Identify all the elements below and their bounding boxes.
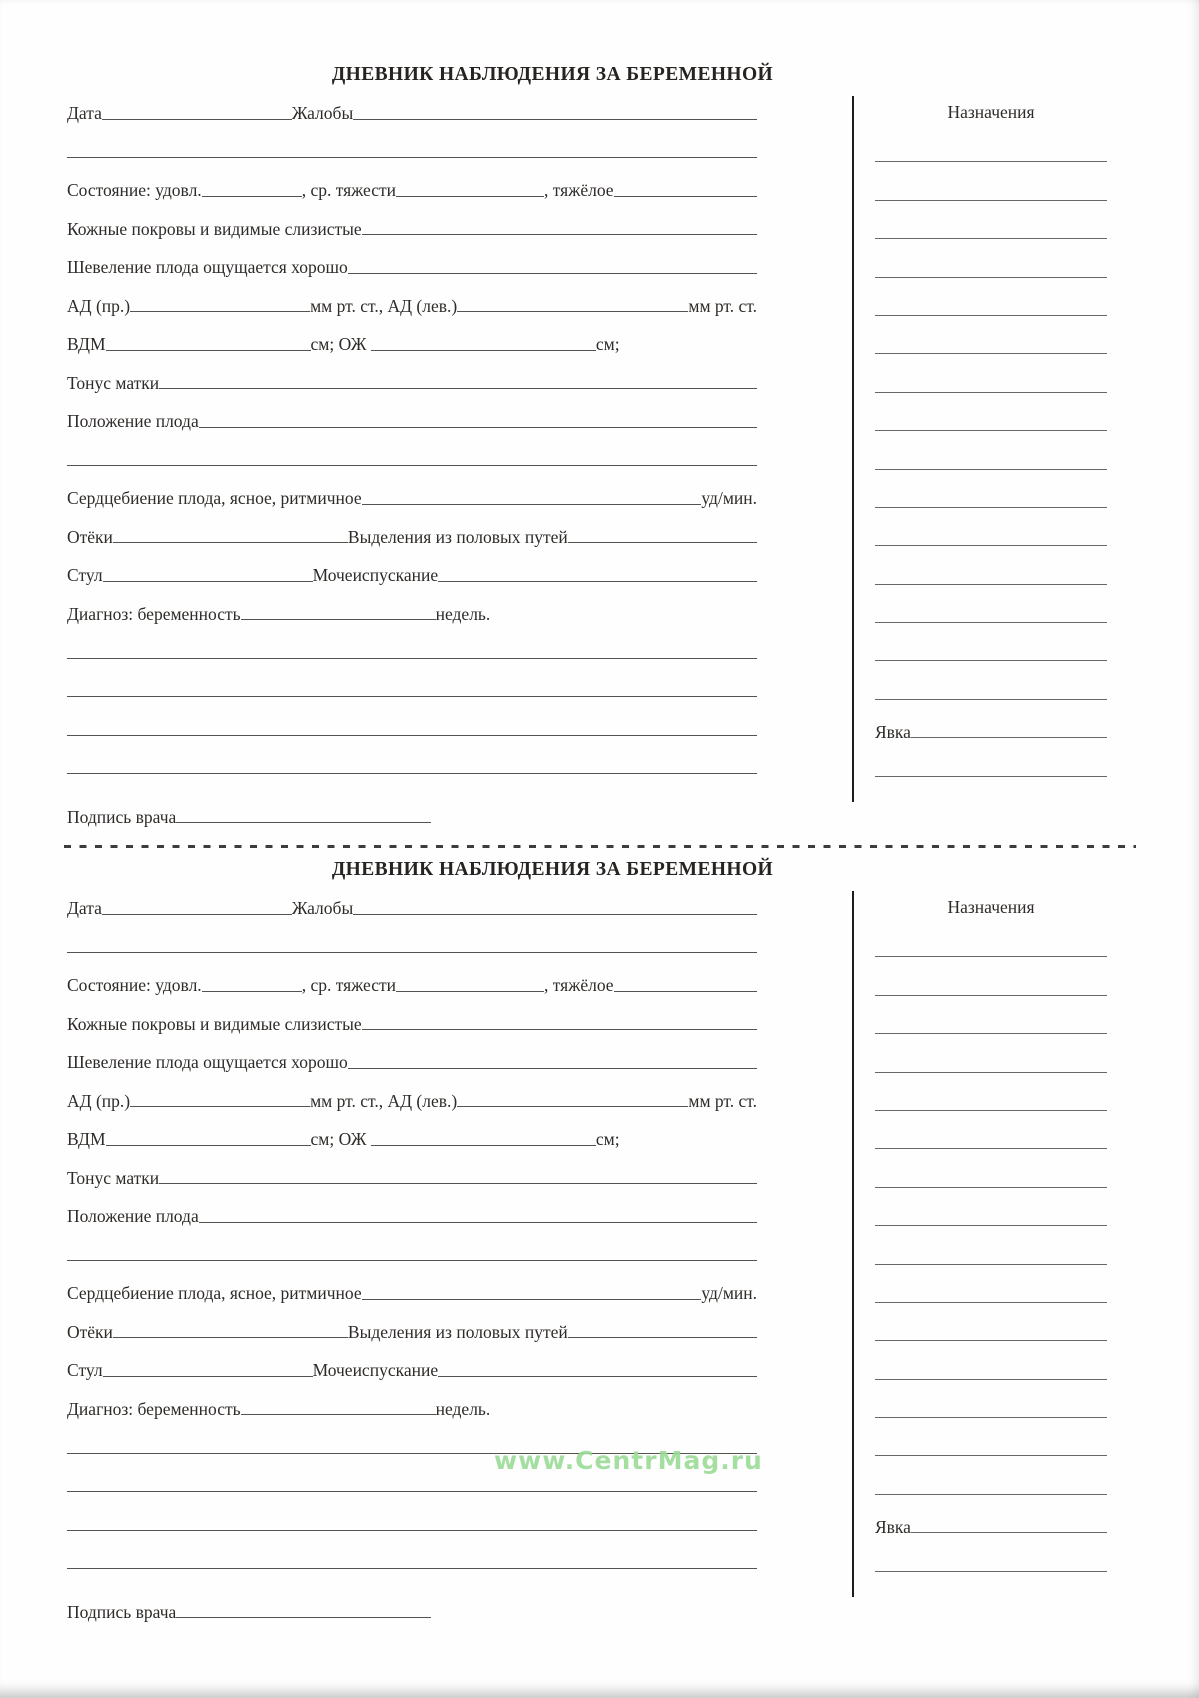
skin-label: Кожные покровы и видимые слизистые: [67, 218, 362, 239]
row-condition: [67, 956, 757, 995]
prescription-line: [875, 1114, 1107, 1152]
prescriptions-header: Назначения: [947, 897, 1035, 917]
vdm-label: ВДМ: [67, 1129, 106, 1150]
bp-left-label: мм рт. ст., АД (лев.): [310, 1090, 458, 1111]
fetal-position-label: Положение плода: [67, 411, 199, 432]
row-blood-pressure: [67, 277, 757, 316]
row-visit: [875, 1498, 1107, 1536]
doctor-signature-blank: [176, 822, 431, 823]
blank-line: [875, 277, 1107, 278]
discharge-blank: [568, 542, 757, 543]
row-blank: [67, 739, 757, 778]
watermark-text: www.CentrMag.ru: [494, 1446, 763, 1475]
condition-satisfactory-blank: [202, 196, 302, 197]
prescription-line: [875, 1152, 1107, 1190]
skin-blank: [362, 234, 757, 235]
blank-line: [875, 1340, 1107, 1341]
complaints-label: Жалобы: [291, 898, 354, 919]
blank-line: [67, 658, 757, 659]
heartbeat-blank: [362, 504, 702, 505]
visit-blank: [911, 1532, 1107, 1533]
blank-line: [875, 1072, 1107, 1073]
row-skin: [67, 200, 757, 239]
prescription-line: [875, 1076, 1107, 1114]
bp-left-label: мм рт. ст., АД (лев.): [310, 295, 458, 316]
blank-line: [875, 1571, 1107, 1572]
diagnosis-label: Диагноз: беременность: [67, 603, 241, 624]
prescriptions-lines: [875, 922, 1107, 1498]
diary-section-bottom: [0, 853, 1199, 1698]
blank-line: [67, 1491, 757, 1492]
stool-label: Стул: [67, 565, 103, 586]
blank-line: [875, 545, 1107, 546]
discharge-label: Выделения из половых путей: [347, 1321, 568, 1342]
vertical-divider: [852, 891, 854, 1597]
bp-right-label: АД (пр.): [67, 1090, 131, 1111]
row-fetal-movement: [67, 238, 757, 277]
blank-line: [875, 584, 1107, 585]
prescription-line: [875, 242, 1107, 280]
row-blank: [67, 1495, 757, 1534]
vdm-units-label: см; ОЖ: [310, 1129, 371, 1150]
row-condition: [67, 161, 757, 200]
prescription-line: [875, 741, 1107, 779]
date-blank: [102, 914, 292, 915]
row-stool-urination: [67, 546, 757, 585]
blank-line: [875, 430, 1107, 431]
discharge-blank: [568, 1337, 757, 1338]
row-blood-pressure: [67, 1072, 757, 1111]
row-blank: [67, 1534, 757, 1573]
diagnosis-label: Диагноз: беременность: [67, 1398, 241, 1419]
prescription-line: [875, 1268, 1107, 1306]
urination-label: Мочеиспускание: [312, 1360, 439, 1381]
prescriptions-panel: [875, 897, 1107, 1575]
blank-line: [875, 1225, 1107, 1226]
bp-left-blank: [457, 1106, 688, 1107]
vdm-blank: [106, 350, 311, 351]
cut-line-separator: [64, 845, 1136, 848]
prescription-line: [875, 664, 1107, 702]
condition-severe-label: , тяжёлое: [544, 180, 614, 201]
blank-line: [875, 776, 1107, 777]
row-heartbeat: [67, 1264, 757, 1303]
blank-line: [67, 157, 757, 158]
prescription-line: [875, 960, 1107, 998]
visit-label: Явка: [875, 721, 911, 742]
row-blank: [67, 623, 757, 662]
blank-line: [67, 952, 757, 953]
edema-label: Отёки: [67, 526, 113, 547]
blank-line: [875, 200, 1107, 201]
blank-line: [875, 995, 1107, 996]
skin-blank: [362, 1029, 757, 1030]
fetal-movement-label: Шевеление плода ощущается хорошо: [67, 257, 348, 278]
prescription-line: [875, 1459, 1107, 1497]
edema-label: Отёки: [67, 1321, 113, 1342]
bp-right-label: АД (пр.): [67, 295, 131, 316]
prescription-line: [875, 1421, 1107, 1459]
uterine-tone-blank: [159, 1183, 757, 1184]
prescription-line: [875, 1383, 1107, 1421]
prescription-line: [875, 1306, 1107, 1344]
row-visit: [875, 703, 1107, 741]
uterine-tone-label: Тонус матки: [67, 372, 160, 393]
row-fetal-position: [67, 392, 757, 431]
prescription-line: [875, 626, 1107, 664]
date-label: Дата: [67, 103, 102, 124]
date-label: Дата: [67, 898, 102, 919]
visit-label: Явка: [875, 1516, 911, 1537]
blank-line: [67, 1260, 757, 1261]
bp-right-blank: [130, 1106, 310, 1107]
bp-left-blank: [457, 311, 688, 312]
date-blank: [102, 119, 292, 120]
condition-satisfactory-blank: [202, 991, 302, 992]
prescriptions-lines-after: [875, 741, 1107, 779]
diagnosis-units-label: недель.: [435, 1398, 491, 1419]
row-blank: [67, 1226, 757, 1265]
row-heartbeat: [67, 469, 757, 508]
prescription-line: [875, 922, 1107, 960]
row-blank: [67, 918, 757, 957]
abdomen-units-label: см;: [595, 334, 620, 355]
prescription-line: [875, 434, 1107, 472]
prescription-line: [875, 1344, 1107, 1382]
blank-line: [67, 735, 757, 736]
prescription-line: [875, 1037, 1107, 1075]
stool-blank: [103, 1376, 313, 1377]
row-blank: [67, 431, 757, 470]
prescriptions-header: Назначения: [947, 102, 1035, 122]
section-title: ДНЕВНИК НАБЛЮДЕНИЯ ЗА БЕРЕМЕННОЙ: [331, 64, 774, 85]
vdm-label: ВДМ: [67, 334, 106, 355]
stool-blank: [103, 581, 313, 582]
form-fields: [67, 84, 757, 826]
fetal-position-blank: [199, 427, 757, 428]
doctor-signature-label: Подпись врача: [67, 1601, 177, 1622]
prescription-line: [875, 396, 1107, 434]
blank-line: [875, 1110, 1107, 1111]
blank-line: [875, 1455, 1107, 1456]
blank-line: [875, 1148, 1107, 1149]
blank-line: [67, 1568, 757, 1569]
diagnosis-weeks-blank: [241, 619, 436, 620]
blank-line: [875, 1033, 1107, 1034]
heartbeat-blank: [362, 1299, 702, 1300]
prescription-line: [875, 281, 1107, 319]
visit-blank: [911, 737, 1107, 738]
condition-mid-label: , ср. тяжести: [301, 975, 397, 996]
form-fields: [67, 879, 757, 1621]
discharge-label: Выделения из половых путей: [347, 526, 568, 547]
condition-severe-blank: [614, 991, 757, 992]
row-doctor-signature: [67, 777, 757, 826]
fetal-movement-label: Шевеление плода ощущается хорошо: [67, 1052, 348, 1073]
prescription-line: [875, 127, 1107, 165]
stool-label: Стул: [67, 1360, 103, 1381]
blank-line: [875, 161, 1107, 162]
bp-right-blank: [130, 311, 310, 312]
vertical-divider: [852, 96, 854, 802]
prescription-line: [875, 473, 1107, 511]
bp-units-label: мм рт. ст.: [688, 1090, 757, 1111]
prescription-line: [875, 204, 1107, 242]
edema-blank: [113, 542, 348, 543]
heartbeat-label: Сердцебиение плода, ясное, ритмичное: [67, 488, 362, 509]
blank-line: [875, 1417, 1107, 1418]
urination-blank: [438, 1376, 757, 1377]
row-skin: [67, 995, 757, 1034]
condition-severe-label: , тяжёлое: [544, 975, 614, 996]
blank-line: [875, 1379, 1107, 1380]
diagnosis-weeks-blank: [241, 1414, 436, 1415]
row-diagnosis: [67, 585, 757, 624]
row-blank: [67, 123, 757, 162]
abdomen-units-label: см;: [595, 1129, 620, 1150]
condition-mid-label: , ср. тяжести: [301, 180, 397, 201]
blank-line: [875, 1264, 1107, 1265]
heartbeat-units-label: уд/мин.: [701, 488, 757, 509]
doctor-signature-blank: [176, 1617, 431, 1618]
row-blank: [67, 662, 757, 701]
condition-mid-blank: [396, 196, 544, 197]
diary-section-top: [0, 58, 1199, 848]
diagnosis-units-label: недель.: [435, 603, 491, 624]
urination-label: Мочеиспускание: [312, 565, 439, 586]
prescription-line: [875, 165, 1107, 203]
blank-line: [875, 315, 1107, 316]
heartbeat-units-label: уд/мин.: [701, 1283, 757, 1304]
blank-line: [67, 773, 757, 774]
skin-label: Кожные покровы и видимые слизистые: [67, 1013, 362, 1034]
blank-line: [875, 392, 1107, 393]
row-date-complaints: [67, 879, 757, 918]
condition-label: Состояние: удовл.: [67, 975, 202, 996]
prescriptions-lines-after: [875, 1536, 1107, 1574]
complaints-label: Жалобы: [291, 103, 354, 124]
vdm-units-label: см; ОЖ: [310, 334, 371, 355]
complaints-blank: [353, 119, 757, 120]
prescription-line: [875, 319, 1107, 357]
row-fetal-movement: [67, 1033, 757, 1072]
row-blank: [67, 700, 757, 739]
fetal-movement-blank: [348, 273, 757, 274]
row-stool-urination: [67, 1341, 757, 1380]
prescription-line: [875, 588, 1107, 626]
uterine-tone-blank: [159, 388, 757, 389]
condition-label: Состояние: удовл.: [67, 180, 202, 201]
blank-line: [67, 696, 757, 697]
row-fundal-height: [67, 315, 757, 354]
complaints-blank: [353, 914, 757, 915]
blank-line: [875, 660, 1107, 661]
row-diagnosis: [67, 1380, 757, 1419]
blank-line: [875, 1302, 1107, 1303]
row-fetal-position: [67, 1187, 757, 1226]
section-title: ДНЕВНИК НАБЛЮДЕНИЯ ЗА БЕРЕМЕННОЙ: [331, 859, 774, 880]
abdomen-blank: [371, 1145, 596, 1146]
row-uterine-tone: [67, 1149, 757, 1188]
prescriptions-panel: [875, 102, 1107, 780]
abdomen-blank: [371, 350, 596, 351]
blank-line: [875, 1187, 1107, 1188]
uterine-tone-label: Тонус матки: [67, 1167, 160, 1188]
prescription-line: [875, 511, 1107, 549]
blank-line: [875, 956, 1107, 957]
blank-line: [875, 1494, 1107, 1495]
urination-blank: [438, 581, 757, 582]
blank-line: [875, 699, 1107, 700]
prescription-line: [875, 549, 1107, 587]
blank-line: [875, 469, 1107, 470]
prescription-line: [875, 999, 1107, 1037]
prescription-line: [875, 357, 1107, 395]
row-uterine-tone: [67, 354, 757, 393]
prescriptions-lines: [875, 127, 1107, 703]
fetal-position-label: Положение плода: [67, 1206, 199, 1227]
vdm-blank: [106, 1145, 311, 1146]
blank-line: [67, 1530, 757, 1531]
blank-line: [875, 622, 1107, 623]
prescription-line: [875, 1229, 1107, 1267]
doctor-signature-label: Подпись врача: [67, 806, 177, 827]
condition-mid-blank: [396, 991, 544, 992]
blank-line: [875, 238, 1107, 239]
fetal-movement-blank: [348, 1068, 757, 1069]
condition-severe-blank: [614, 196, 757, 197]
row-edema-discharge: [67, 1303, 757, 1342]
row-fundal-height: [67, 1110, 757, 1149]
heartbeat-label: Сердцебиение плода, ясное, ритмичное: [67, 1283, 362, 1304]
prescription-line: [875, 1191, 1107, 1229]
bp-units-label: мм рт. ст.: [688, 295, 757, 316]
prescription-line: [875, 1536, 1107, 1574]
blank-line: [875, 353, 1107, 354]
blank-line: [67, 465, 757, 466]
row-edema-discharge: [67, 508, 757, 547]
fetal-position-blank: [199, 1222, 757, 1223]
row-date-complaints: [67, 84, 757, 123]
row-doctor-signature: [67, 1572, 757, 1621]
blank-line: [875, 507, 1107, 508]
edema-blank: [113, 1337, 348, 1338]
